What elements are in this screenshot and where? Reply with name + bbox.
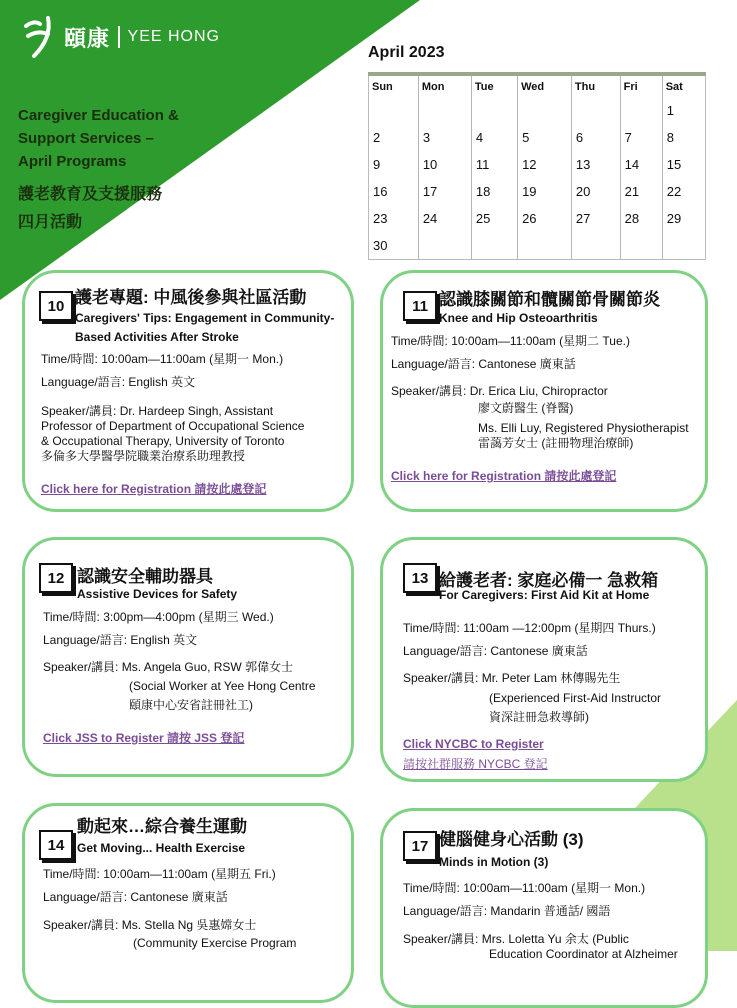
calendar-week	[369, 232, 706, 260]
event-speaker-2: Education Coordinator at Alzheimer	[489, 947, 678, 961]
calendar-week	[369, 97, 706, 124]
calendar-date	[418, 232, 471, 260]
title-en-line-3: April Programs	[18, 153, 127, 170]
date-badge: 13	[403, 563, 437, 593]
calendar-date: 4	[471, 124, 517, 151]
calendar-date	[471, 97, 517, 124]
calendar-day-header: Sun	[372, 80, 393, 93]
logo-divider	[118, 26, 120, 48]
calendar-date: 24	[418, 205, 471, 232]
calendar-date: 15	[662, 151, 705, 178]
date-badge: 14	[39, 830, 73, 860]
calendar-week	[369, 178, 706, 205]
registration-link[interactable]: Click here for Registration 請按此處登記	[391, 469, 617, 483]
registration-link-cn[interactable]: 請按社群服務 NYCBC 登記	[403, 757, 548, 771]
event-speaker-4: 雷藹芳女士 (註冊物理治療師)	[478, 436, 634, 450]
logo-english: YEE HONG	[127, 28, 220, 45]
calendar-date: 23	[373, 211, 388, 226]
calendar-date: 21	[620, 178, 662, 205]
title-en-line-2: Support Services –	[18, 130, 154, 147]
event-speaker-2: (Experienced First-Aid Instructor	[489, 691, 662, 705]
event-title-cn: 動起來…綜合養生運動	[77, 817, 247, 836]
event-card-10	[22, 270, 354, 512]
calendar-title: April 2023	[368, 44, 445, 61]
calendar-date: 12	[518, 151, 572, 178]
calendar-day-header: Wed	[518, 74, 572, 97]
event-speaker-1: Speaker/講員: Ms. Angela Guo, RSW 郭偉女士	[43, 660, 294, 674]
calendar-date: 26	[518, 205, 572, 232]
program-title	[18, 104, 179, 237]
event-speaker-2: (Community Exercise Program	[133, 936, 297, 950]
title-cn-line-1: 護老教育及支援服務	[18, 186, 163, 203]
calendar-day-header: Mon	[418, 74, 471, 97]
calendar-date: 5	[518, 124, 572, 151]
calendar-date	[518, 232, 572, 260]
event-title-cn: 護老專題: 中風後參與社區活動	[75, 288, 307, 307]
event-speaker-1: Speaker/講員: Mr. Peter Lam 林傳賜先生	[403, 671, 621, 685]
event-language: Language/語言: Cantonese 廣東話	[43, 890, 228, 904]
calendar-date	[418, 97, 471, 124]
calendar-date	[620, 232, 662, 260]
date-badge: 12	[39, 563, 73, 593]
event-title-en-2: Based Activities After Stroke	[75, 330, 239, 344]
event-speaker-2: 廖文蔚醫生 (脊醫)	[478, 401, 574, 415]
calendar-date: 18	[471, 178, 517, 205]
calendar-date	[571, 97, 620, 124]
calendar-date: 3	[418, 124, 471, 151]
calendar-date: 2	[373, 130, 381, 145]
calendar-date: 16	[373, 184, 388, 199]
calendar-date: 1	[662, 97, 705, 124]
calendar-day-header: Sat	[662, 74, 705, 97]
registration-link[interactable]: Click JSS to Register 請按 JSS 登記	[43, 731, 245, 745]
calendar-date	[518, 97, 572, 124]
event-card-17	[380, 808, 708, 1008]
date-badge: 10	[39, 291, 73, 321]
event-language: Language/語言: English 英文	[43, 633, 198, 647]
event-speaker-1: Speaker/講員: Ms. Stella Ng 吳惠嫦女士	[43, 918, 257, 932]
event-title-en: Knee and Hip Osteoarthritis	[439, 311, 598, 325]
logo	[22, 14, 220, 60]
calendar-date: 30	[373, 238, 388, 253]
calendar-date	[620, 97, 662, 124]
event-card-14	[22, 803, 354, 1003]
calendar-day-header: Fri	[620, 74, 662, 97]
event-language: Language/語言: Cantonese 廣東話	[391, 357, 576, 371]
calendar-date: 13	[571, 151, 620, 178]
calendar-date: 14	[620, 151, 662, 178]
calendar-date: 22	[662, 178, 705, 205]
calendar-date: 6	[571, 124, 620, 151]
event-title-cn: 給護老者: 家庭必備一 急救箱	[439, 571, 659, 590]
event-language: Language/語言: Cantonese 廣東話	[403, 644, 588, 658]
calendar-date: 17	[418, 178, 471, 205]
event-card-12	[22, 537, 354, 777]
event-time: Time/時間: 3:00pm—4:00pm (星期三 Wed.)	[43, 610, 274, 624]
event-title-cn: 認識膝關節和髖關節骨關節炎	[439, 290, 660, 309]
event-card-13	[380, 537, 708, 782]
event-speaker-3: Ms. Elli Luy, Registered Physiotherapist	[478, 421, 689, 435]
event-title-en: Minds in Motion (3)	[439, 855, 549, 869]
calendar-date: 7	[620, 124, 662, 151]
calendar	[368, 44, 706, 260]
event-time: Time/時間: 10:00am—11:00am (星期一 Mon.)	[403, 881, 646, 895]
calendar-week	[369, 205, 706, 232]
event-speaker-1: Speaker/講員: Dr. Erica Liu, Chiropractor	[391, 384, 608, 398]
calendar-day-header: Tue	[471, 74, 517, 97]
calendar-date: 25	[471, 205, 517, 232]
registration-link-en[interactable]: Click NYCBC to Register	[403, 737, 544, 751]
event-speaker-4: 多倫多大學醫學院職業治療系助理教授	[41, 449, 246, 463]
registration-link[interactable]: Click here for Registration 請按此處登記	[41, 482, 267, 496]
date-badge: 17	[403, 831, 437, 861]
event-speaker-2: Professor of Department of Occupational Science	[41, 419, 305, 433]
calendar-day-header: Thu	[571, 74, 620, 97]
event-title-en: For Caregivers: First Aid Kit at Home	[439, 588, 650, 602]
calendar-date	[369, 97, 419, 124]
title-en-line-1: Caregiver Education &	[18, 107, 179, 124]
calendar-date: 20	[571, 178, 620, 205]
calendar-date: 28	[620, 205, 662, 232]
title-cn-line-2: 四月活動	[18, 214, 83, 231]
event-speaker-1: Speaker/講員: Mrs. Loletta Yu 余太 (Public	[403, 932, 629, 946]
calendar-date: 10	[418, 151, 471, 178]
event-speaker-3: 資深註冊急救導師)	[489, 710, 589, 724]
calendar-week	[369, 151, 706, 178]
calendar-date	[571, 232, 620, 260]
event-title-en-1: Caregivers' Tips: Engagement in Community-	[75, 311, 335, 325]
event-title-en: Assistive Devices for Safety	[77, 587, 238, 601]
calendar-week	[369, 124, 706, 151]
calendar-date: 19	[518, 178, 572, 205]
event-time: Time/時間: 11:00am —12:00pm (星期四 Thurs.)	[403, 621, 656, 635]
event-title-cn: 認識安全輔助器具	[77, 567, 213, 586]
calendar-grid	[368, 72, 706, 260]
calendar-date	[662, 232, 705, 260]
calendar-date: 11	[471, 151, 517, 178]
logo-chinese: 頤康	[64, 25, 111, 51]
event-language: Language/語言: English 英文	[41, 375, 196, 389]
calendar-date: 29	[662, 205, 705, 232]
calendar-date: 8	[662, 124, 705, 151]
yee-hong-logo-icon	[22, 14, 56, 60]
event-title-cn: 健腦健身心活動 (3)	[439, 830, 584, 849]
event-speaker-3: & Occupational Therapy, University of Toronto	[41, 434, 285, 448]
event-time: Time/時間: 10:00am—11:00am (星期一 Mon.)	[41, 352, 284, 366]
event-time: Time/時間: 10:00am—11:00am (星期二 Tue.)	[391, 334, 630, 348]
calendar-date: 27	[571, 205, 620, 232]
calendar-date: 9	[373, 157, 381, 172]
date-badge: 11	[403, 291, 437, 321]
event-card-11	[380, 270, 708, 512]
calendar-date	[471, 232, 517, 260]
event-time: Time/時間: 10:00am—11:00am (星期五 Fri.)	[43, 867, 276, 881]
event-title-en: Get Moving... Health Exercise	[77, 841, 246, 855]
event-speaker-1: Speaker/講員: Dr. Hardeep Singh, Assistant	[41, 404, 274, 418]
event-speaker-3: 頤康中心安省註冊社工)	[129, 698, 253, 712]
event-speaker-2: (Social Worker at Yee Hong Centre	[129, 679, 316, 693]
event-language: Language/語言: Mandarin 普通話/ 國語	[403, 904, 611, 918]
